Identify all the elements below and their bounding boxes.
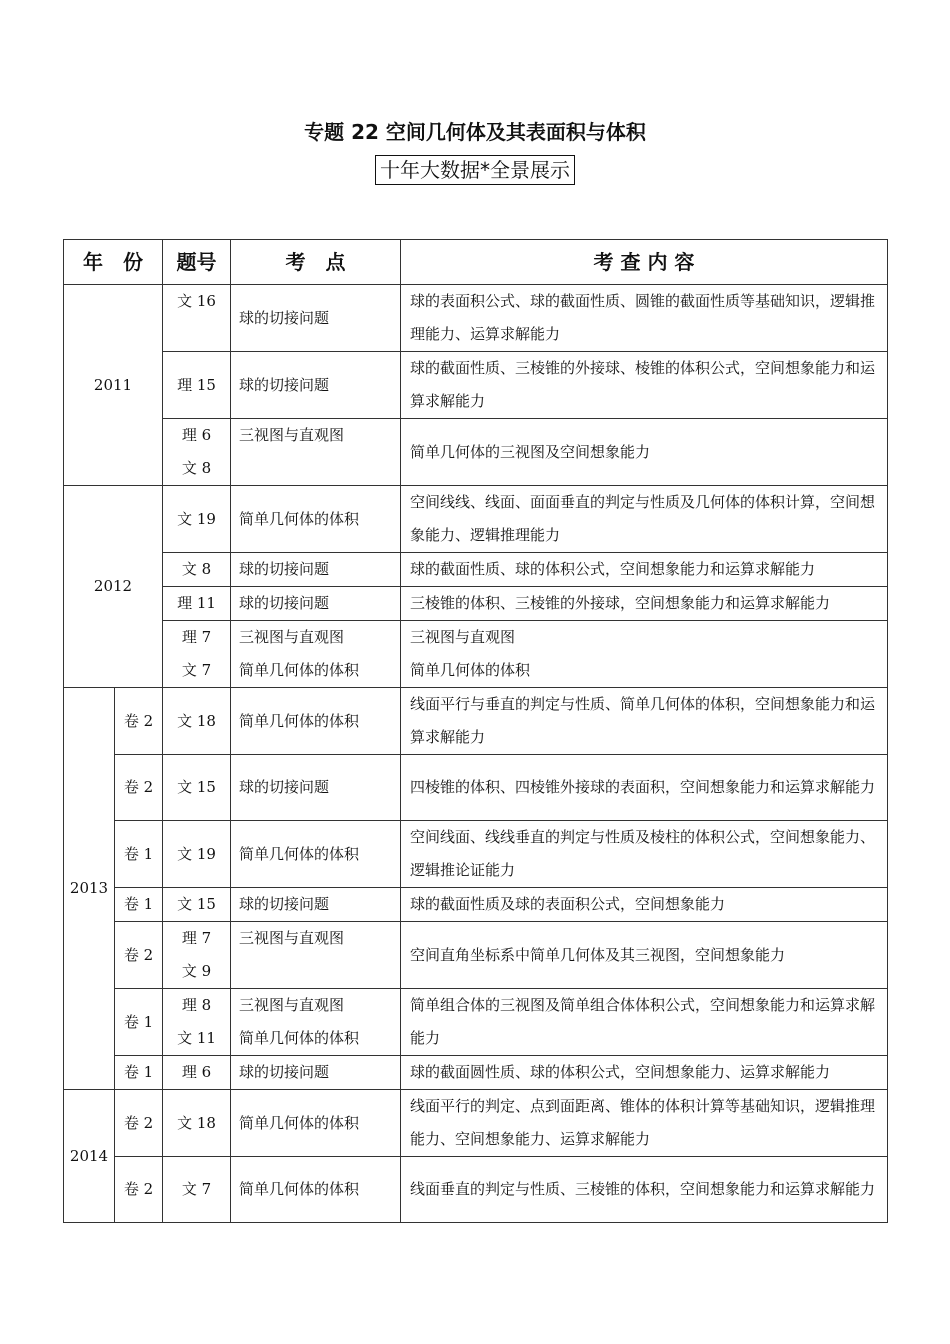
subtitle-box: 十年大数据*全景展示 [375, 155, 575, 185]
num-line: 文 7 [181, 661, 212, 679]
num-cell: 文 7 [163, 1157, 231, 1223]
year-cell: 2014 [64, 1090, 115, 1223]
topic-cell [231, 989, 401, 1056]
content-cell: 空间线面、线线垂直的判定与性质及棱柱的体积公式，空间想象能力、逻辑推论证能力 [401, 821, 888, 888]
topic-line: 简单几何体的体积 [239, 1029, 360, 1047]
num-cell [163, 989, 231, 1056]
num-line: 理 6 [181, 426, 212, 444]
header-topic: 考 点 [231, 240, 401, 285]
num-line: 理 7 [181, 929, 212, 947]
topic-cell: 简单几何体的体积 [231, 1090, 401, 1157]
num-cell: 文 19 [163, 821, 231, 888]
topic-cell: 球的切接问题 [231, 1056, 401, 1090]
topic-cell: 简单几何体的体积 [231, 821, 401, 888]
content-cell: 线面垂直的判定与性质、三棱锥的体积，空间想象能力和运算求解能力 [401, 1157, 888, 1223]
table-row [64, 888, 888, 922]
content-cell: 球的截面性质、球的体积公式，空间想象能力和运算求解能力 [401, 553, 888, 587]
table-row [64, 755, 888, 821]
volume-cell: 卷 1 [115, 821, 163, 888]
num-cell [163, 419, 231, 486]
year-cell: 2012 [64, 486, 163, 688]
table-row [64, 1056, 888, 1090]
content-line: 三视图与直观图 [410, 628, 516, 646]
content-cell: 简单几何体的三视图及空间想象能力 [401, 419, 888, 486]
topic-cell: 球的切接问题 [231, 888, 401, 922]
content-cell: 线面平行的判定、点到面距离、锥体的体积计算等基础知识，逻辑推理能力、空间想象能力、运算求解能力 [401, 1090, 888, 1157]
year-cell: 2011 [64, 285, 163, 486]
table-row [64, 688, 888, 755]
content-cell: 四棱锥的体积、四棱锥外接球的表面积，空间想象能力和运算求解能力 [401, 755, 888, 821]
content-cell: 球的截面性质及球的表面积公式，空间想象能力 [401, 888, 888, 922]
header-content: 考 查 内 容 [401, 240, 888, 285]
content-cell: 球的表面积公式、球的截面性质、圆锥的截面性质等基础知识，逻辑推理能力、运算求解能力 [401, 285, 888, 352]
num-line: 文 9 [181, 962, 212, 980]
num-cell: 文 16 [163, 285, 231, 352]
table-header-row [64, 240, 888, 285]
topic-cell: 球的切接问题 [231, 755, 401, 821]
num-line: 理 8 [181, 996, 212, 1014]
table-row [64, 621, 888, 688]
content-cell: 球的截面性质、三棱锥的外接球、棱锥的体积公式，空间想象能力和运算求解能力 [401, 352, 888, 419]
num-line: 理 7 [181, 628, 212, 646]
content-cell: 球的截面圆性质、球的体积公式，空间想象能力、运算求解能力 [401, 1056, 888, 1090]
num-cell: 理 11 [163, 587, 231, 621]
topic-cell: 球的切接问题 [231, 553, 401, 587]
volume-cell: 卷 2 [115, 755, 163, 821]
topic-cell: 三视图与直观图 [231, 922, 401, 989]
content-line: 简单几何体的体积 [410, 661, 531, 679]
volume-cell: 卷 2 [115, 688, 163, 755]
num-line: 文 11 [177, 1029, 216, 1047]
content-cell: 三棱锥的体积、三棱锥的外接球，空间想象能力和运算求解能力 [401, 587, 888, 621]
num-cell: 文 18 [163, 1090, 231, 1157]
header-year: 年 份 [64, 240, 163, 285]
header-num: 题号 [163, 240, 231, 285]
topic-line: 简单几何体的体积 [239, 661, 360, 679]
topic-line: 三视图与直观图 [239, 996, 345, 1014]
num-cell: 文 19 [163, 486, 231, 553]
num-cell: 文 15 [163, 755, 231, 821]
table-row [64, 486, 888, 553]
table-row [64, 587, 888, 621]
table-row [64, 553, 888, 587]
num-cell [163, 621, 231, 688]
topic-cell: 简单几何体的体积 [231, 688, 401, 755]
topic-cell: 球的切接问题 [231, 587, 401, 621]
exam-table [63, 239, 888, 1223]
table-row [64, 285, 888, 352]
volume-cell: 卷 2 [115, 922, 163, 989]
topic-line: 三视图与直观图 [239, 628, 345, 646]
table-row [64, 989, 888, 1056]
table-row [64, 419, 888, 486]
topic-cell: 球的切接问题 [231, 285, 401, 352]
num-cell [163, 922, 231, 989]
topic-cell: 球的切接问题 [231, 352, 401, 419]
content-cell: 空间直角坐标系中简单几何体及其三视图，空间想象能力 [401, 922, 888, 989]
topic-cell: 简单几何体的体积 [231, 1157, 401, 1223]
volume-cell: 卷 1 [115, 888, 163, 922]
content-cell: 空间线线、线面、面面垂直的判定与性质及几何体的体积计算，空间想象能力、逻辑推理能力 [401, 486, 888, 553]
topic-cell: 简单几何体的体积 [231, 486, 401, 553]
num-cell: 理 6 [163, 1056, 231, 1090]
volume-cell: 卷 2 [115, 1090, 163, 1157]
num-cell: 文 18 [163, 688, 231, 755]
table-row [64, 821, 888, 888]
page-title: 专题 22 空间几何体及其表面积与体积 [304, 120, 646, 144]
volume-cell: 卷 1 [115, 1056, 163, 1090]
table-row [64, 352, 888, 419]
content-cell [401, 621, 888, 688]
content-cell: 简单组合体的三视图及简单组合体体积公式，空间想象能力和运算求解能力 [401, 989, 888, 1056]
table-row [64, 1090, 888, 1157]
volume-cell: 卷 2 [115, 1157, 163, 1223]
num-cell: 理 15 [163, 352, 231, 419]
table-row [64, 1157, 888, 1223]
year-cell: 2013 [64, 688, 115, 1090]
table-row [64, 922, 888, 989]
num-line: 文 8 [181, 459, 212, 477]
num-cell: 文 8 [163, 553, 231, 587]
content-cell: 线面平行与垂直的判定与性质、简单几何体的体积，空间想象能力和运算求解能力 [401, 688, 888, 755]
volume-cell: 卷 1 [115, 989, 163, 1056]
topic-cell: 三视图与直观图 [231, 419, 401, 486]
topic-cell [231, 621, 401, 688]
num-cell: 文 15 [163, 888, 231, 922]
